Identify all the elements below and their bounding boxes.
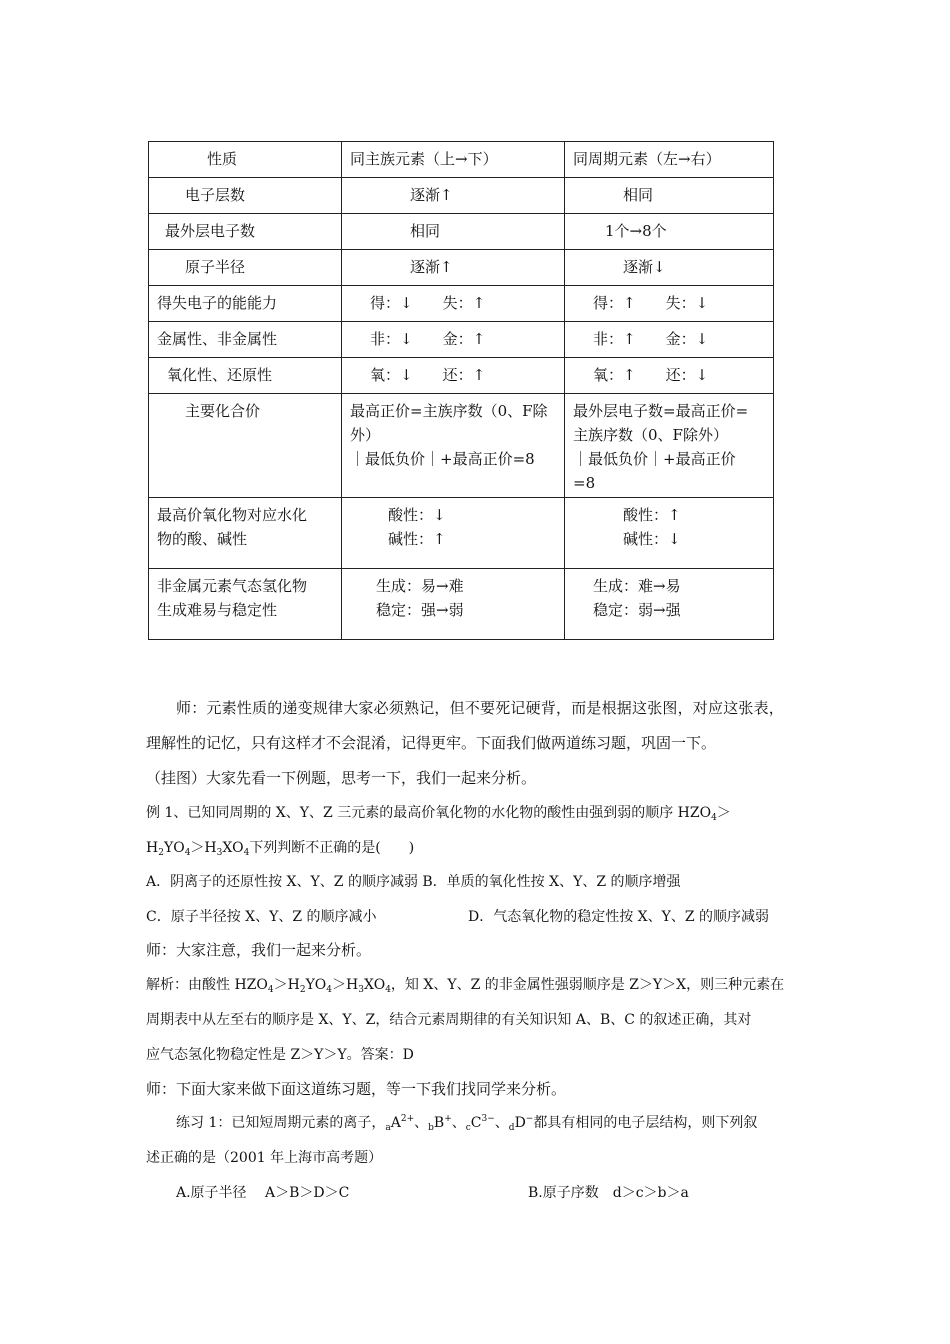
analysis-line-1 [146,974,784,995]
cell-line: 生成难易与稳定性 [157,601,278,619]
text-run: A [390,1115,401,1131]
cell-line: 碱性：↑ [388,530,446,548]
paragraph-hang-chart: （挂图）大家先看一下例题，思考一下，我们一起来分析。 [146,769,537,787]
paragraph-teacher-2: 理解性的记忆，只有这样才不会混淆，记得更牢。下面我们做两道练习题，巩固一下。 [146,734,717,752]
table-row [149,250,774,286]
cell-period: 逐渐↓ [565,250,774,286]
option-a-b: A．阴离子的还原性按 X、Y、Z 的顺序减弱 B．单质的氧化性按 X、Y、Z 的顺序增强 [146,874,681,890]
table-header-row [149,142,774,178]
cell-line: 最高正价=主族序数（0、F除 [350,402,548,420]
subscript: 4 [711,813,717,823]
subscript: 2 [299,985,306,995]
text-run: XO [222,840,244,856]
practice-option-b: B.原子序数 d＞c＞b＞a [528,1185,689,1201]
table-row [149,569,774,640]
cell-prop: 最外层电子数 [149,214,342,250]
teacher-attention: 师：大家注意，我们一起来分析。 [146,941,372,959]
option-d: D．气态氧化物的稳定性按 X、Y、Z 的顺序减弱 [468,909,770,925]
prescript: b [428,1123,434,1133]
cell-line: 碱性：↓ [623,530,681,548]
subscript: 4 [385,985,391,995]
cell-period: 1个→8个 [565,214,774,250]
analysis-line-3: 应气态氢化物稳定性是 Z＞Y＞Y。答案：D [146,1047,414,1063]
subscript: 4 [326,985,333,995]
cell-prop: 主要化合价 [149,394,342,498]
paragraph-teacher-1: 师：元素性质的递变规律大家必须熟记，但不要死记硬背，而是根据这张图，对应这张表， [176,699,785,717]
cell-period [565,498,774,569]
cell-line: 稳定：强→弱 [376,601,464,619]
cell-line: 稳定：弱→强 [593,601,681,619]
text-run: D [514,1115,526,1131]
text-run: ＞ [716,805,731,821]
header-property: 性质 [149,142,342,178]
cell-period [565,569,774,640]
cell-group: 得：↓ 失：↑ [342,286,565,322]
text-run: 都具有相同的电子层结构，则下列叙 [533,1115,758,1131]
cell-period: 得：↑ 失：↓ [565,286,774,322]
cell-line: 生成：易→难 [376,577,464,595]
text-run: XO [363,977,386,993]
table-row [149,498,774,569]
subscript: 4 [243,848,250,858]
prescript: d [508,1123,515,1133]
cell-prop: 氧化性、还原性 [149,358,342,394]
analysis-line-2: 周期表中从左至右的顺序是 X、Y、Z，结合元素周期律的有关知识知 A、B、C 的叙述正确，其对 [146,1012,752,1028]
superscript: + [444,1114,452,1124]
cell-line: 生成：难→易 [593,577,681,595]
text-run: YO [305,977,327,993]
cell-group: 逐渐↑ [342,178,565,214]
text-run: YO [163,840,185,856]
superscript: 3− [481,1114,495,1124]
text-run: ＞H [332,977,359,993]
practice-1-line-1 [176,1112,757,1133]
text-run: B [433,1115,445,1131]
cell-prop: 原子半径 [149,250,342,286]
text-run: 练习 1：已知短周期元素的离子， [176,1115,386,1131]
subscript: 3 [216,848,223,858]
cell-line: ｜最低负价｜+最高正价=8 [350,450,535,468]
cell-period: 氧：↑ 还：↓ [565,358,774,394]
cell-line: 物的酸、碱性 [157,530,248,548]
prescript: a [385,1123,391,1133]
header-same-period: 同周期元素（左→右） [565,142,774,178]
cell-line: 主族序数（0、F除外） [573,426,728,444]
text-run: ＞H [273,977,300,993]
subscript: 4 [267,985,274,995]
table-row [149,358,774,394]
cell-line: =8 [573,474,596,492]
cell-period: 非：↑ 金：↓ [565,322,774,358]
text-run: H [146,840,159,856]
properties-table [148,141,774,640]
table-row [149,178,774,214]
table-row [149,286,774,322]
text-run: 、 [414,1115,429,1131]
cell-group [342,394,565,498]
practice-1-line-2: 述正确的是（2001 年上海市高考题） [146,1150,383,1166]
header-same-group: 同主族元素（上→下） [342,142,565,178]
cell-line: 最高价氧化物对应水化 [157,506,308,524]
cell-group: 逐渐↑ [342,250,565,286]
cell-prop: 得失电子的能能力 [149,286,342,322]
option-c: C．原子半径按 X、Y、Z 的顺序减小 [146,909,377,925]
teacher-exercise: 师：下面大家来做下面这道练习题，等一下我们找同学来分析。 [146,1080,567,1098]
text-run: 解析：由酸性 HZO [146,977,268,993]
text-run: 、 [494,1115,509,1131]
cell-line: 外） [350,426,381,444]
text-run: 、 [451,1115,466,1131]
cell-prop: 电子层数 [149,178,342,214]
cell-group: 相同 [342,214,565,250]
practice-option-a: A.原子半径 A＞B＞D＞C [176,1185,350,1201]
subscript: 2 [158,848,164,858]
cell-group: 非：↓ 金：↑ [342,322,565,358]
cell-group: 氧：↓ 还：↑ [342,358,565,394]
text-run: ＞H [190,840,217,856]
table-row [149,214,774,250]
cell-line: 酸性：↑ [623,506,681,524]
superscript: − [525,1114,534,1124]
text-run: ，知 X、Y、Z 的非金属性强弱顺序是 Z＞Y＞X，则三种元素在 [390,977,785,993]
cell-group [342,498,565,569]
cell-line: 非金属元素气态氢化物 [157,577,308,595]
cell-line: 最外层电子数=最高正价= [573,402,749,420]
text-run: 下列判断不正确的是( ) [249,840,415,856]
cell-prop [149,569,342,640]
table-row [149,394,774,498]
cell-line: ｜最低负价｜+最高正价 [573,450,736,468]
cell-prop: 金属性、非金属性 [149,322,342,358]
cell-period [565,394,774,498]
example-1-line-2 [146,837,414,858]
text-run: C [470,1115,482,1131]
cell-group [342,569,565,640]
text-run: 例 1、已知同周期的 X、Y、Z 三元素的最高价氧化物的水化物的酸性由强到弱的顺序 HZO [146,805,712,821]
example-1-line-1 [146,802,731,823]
cell-period: 相同 [565,178,774,214]
cell-line: 酸性：↓ [388,506,446,524]
subscript: 4 [184,848,191,858]
prescript: c [465,1123,471,1133]
table-row [149,322,774,358]
subscript: 3 [358,985,364,995]
superscript: 2+ [400,1114,415,1124]
cell-prop [149,498,342,569]
